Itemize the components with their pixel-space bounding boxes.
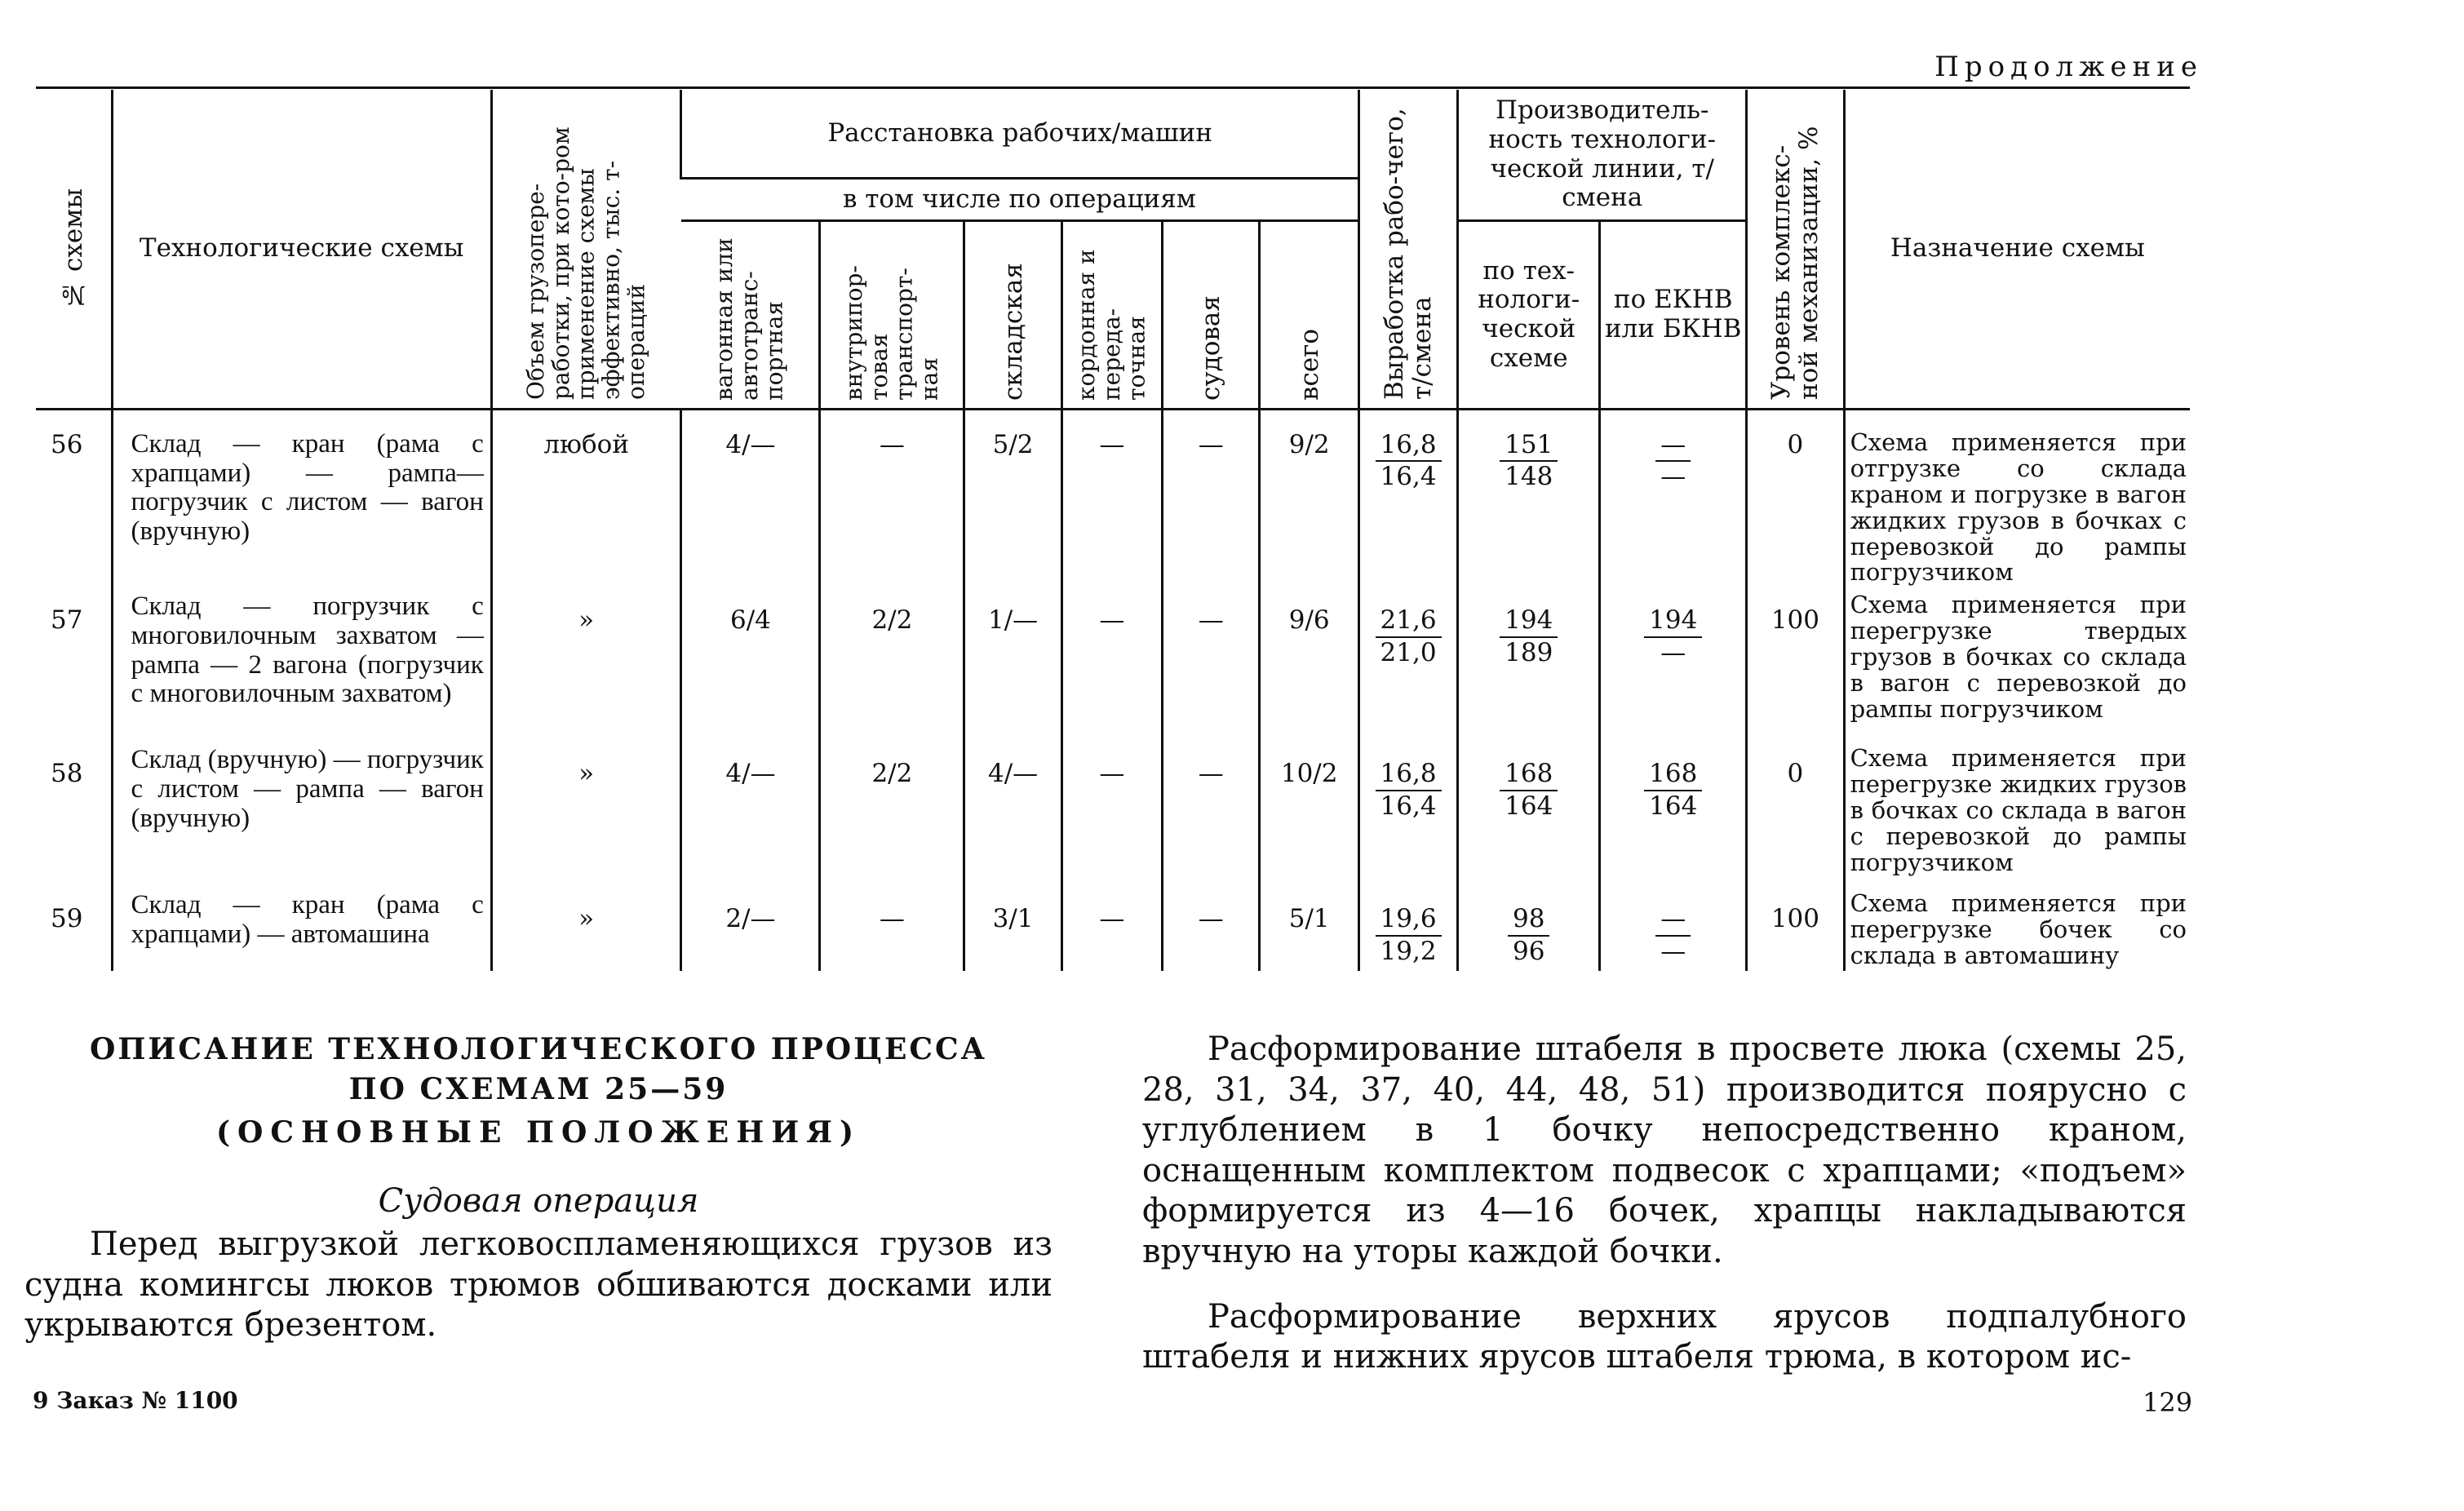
row-output: $\frac{16,8}{16,4}$ [1358,739,1457,884]
top-rule [36,86,2190,89]
row-car: 4/— [681,739,820,884]
row-ek: $\frac{—}{—}$ [1600,410,1747,587]
row-volume: » [491,739,681,884]
page-number: 129 [2143,1387,2193,1418]
col-scheme-header: Технологические схемы [112,90,491,410]
row-scheme: Склад — погрузчик с многовилочным захватом — рампа — 2 вагона (погрузчик с многовилочным захватом) [112,586,491,739]
table-row [36,739,2190,884]
row-total: 5/1 [1260,884,1358,971]
row-cordon: — [1061,586,1162,739]
row-ship: — [1163,586,1260,739]
row-internal: 2/2 [820,739,964,884]
op-car-header: вагонная или автотранс-портная [681,221,820,410]
row-no: 58 [51,759,83,789]
row-total: 10/2 [1260,739,1358,884]
row-no: 59 [51,904,83,934]
op-ship-header: судовая [1163,221,1260,410]
subsection-title: Судовая операция [378,1182,699,1221]
row-total: 9/6 [1260,586,1358,739]
section-title-line1: ОПИСАНИЕ ТЕХНОЛОГИЧЕСКОГО ПРОЦЕССА [89,1032,988,1066]
op-internal-header: внутрипор-товая транспорт-ная [820,221,964,410]
row-level: 0 [1747,739,1844,884]
row-internal: — [820,884,964,971]
row-cordon: — [1061,410,1162,587]
row-purpose: Схема применяется при перегрузке жидких грузов в бочках со склада в вагон с перевозкой до рампы погрузчиком [1844,739,2190,884]
row-car: 6/4 [681,586,820,739]
row-ship: — [1163,410,1260,587]
col-productivity-header: Производитель-ность технологи-ческой линии, т/смена [1458,90,1747,221]
table-row [36,884,2190,971]
row-internal: 2/2 [820,586,964,739]
row-scheme: Склад (вручную) — погрузчик с листом — рампа — вагон (вручную) [112,739,491,884]
table-row [36,586,2190,739]
row-purpose: Схема применяется при отгрузке со склада краном и погрузке в вагон жидких грузов в бочках с перевозкой до рампы погрузчиком [1844,410,2190,587]
section-title-line2: ПО СХЕМАМ 25—59 [348,1071,729,1106]
col-purpose-header: Назначение схемы [1844,90,2190,410]
col-output-header: Выработка рабо-чего, т/смена [1358,90,1457,410]
row-ship: — [1163,884,1260,971]
row-volume: » [491,586,681,739]
row-output: $\frac{19,6}{19,2}$ [1358,884,1457,971]
row-volume: любой [491,410,681,587]
col-level-header: Уровень комплекс-ной механизации, % [1747,90,1844,410]
row-store: 5/2 [964,410,1061,587]
row-level: 0 [1747,410,1844,587]
row-prod: $\frac{151}{148}$ [1458,410,1600,587]
section-title-line3: (ОСНОВНЫЕ ПОЛОЖЕНИЯ) [215,1115,862,1150]
row-level: 100 [1747,586,1844,739]
row-purpose: Схема применяется при перегрузке бочек со склада в автомашину [1844,884,2190,971]
prod-ekmv-header: по ЕКНВ или БКНВ [1600,221,1747,410]
row-purpose: Схема применяется при перегрузке твердых грузов в бочках со склада в вагон с перевозкой до рампы погрузчиком [1844,586,2190,739]
row-output: $\frac{21,6}{21,0}$ [1358,586,1457,739]
row-no: 57 [51,605,83,636]
row-no: 56 [51,430,83,459]
col-no-header: № схемы [36,90,112,410]
schemes-table [36,90,2190,971]
row-store: 1/— [964,586,1061,739]
right-paragraph-2: Расформирование верхних ярусов подпалубного штабеля и нижних ярусов штабеля трюма, в котором ис- [1142,1297,2187,1376]
col-placement-header: Расстановка рабочих/машин [681,90,1358,178]
continuation-label: Продолжение [1934,51,2203,83]
op-total-header: всего [1260,221,1358,410]
table-body [36,410,2190,972]
row-prod: $\frac{194}{189}$ [1458,586,1600,739]
right-column [1142,1030,2187,1378]
row-volume: » [491,884,681,971]
row-cordon: — [1061,739,1162,884]
row-store: 4/— [964,739,1061,884]
right-paragraph-1: Расформирование штабеля в просвете люка (схемы 25, 28, 31, 34, 37, 40, 44, 48, 51) производится поярусно с углублением в 1 бочку непосредственно краном, оснащенным комплектом подвесок с храпцами; «подъем» формируется из 4—16 бочек, храпцы накладываются вручную на уторы каждой бочки. [1142,1030,2187,1270]
row-scheme: Склад — кран (рама с храпцами) — рампа—погрузчик с листом — вагон (вручную) [112,410,491,587]
row-prod: $\frac{168}{164}$ [1458,739,1600,884]
row-ek: $\frac{168}{164}$ [1600,739,1747,884]
row-ship: — [1163,739,1260,884]
table-row [36,410,2190,587]
row-ek: $\frac{194}{—}$ [1600,586,1747,739]
row-car: 4/— [681,410,820,587]
row-car: 2/— [681,884,820,971]
row-prod: $\frac{98}{96}$ [1458,884,1600,971]
row-scheme: Склад — кран (рама с храпцами) — автомашина [112,884,491,971]
row-output: $\frac{16,8}{16,4}$ [1358,410,1457,587]
row-internal: — [820,410,964,587]
op-store-header: складская [964,221,1061,410]
col-including-header: в том числе по операциям [681,178,1358,220]
row-ek: $\frac{—}{—}$ [1600,884,1747,971]
row-level: 100 [1747,884,1844,971]
table-header [36,90,2190,410]
left-paragraph: Перед выгрузкой легковоспламеняющихся грузов из судна комингсы люков трюмов обшиваются досками или укрываются брезентом. [24,1225,1053,1345]
order-number: 9 Заказ № 1100 [33,1387,238,1414]
row-total: 9/2 [1260,410,1358,587]
row-store: 3/1 [964,884,1061,971]
prod-scheme-header: по тех-нологи-ческой схеме [1458,221,1600,410]
op-cordon-header: кордонная и переда-точная [1061,221,1162,410]
row-cordon: — [1061,884,1162,971]
left-column [24,1030,1053,1346]
col-volume-header: Объем грузопере-работки, при кото-ром применение схемы эффективно, тыс. т-операций [491,90,681,410]
